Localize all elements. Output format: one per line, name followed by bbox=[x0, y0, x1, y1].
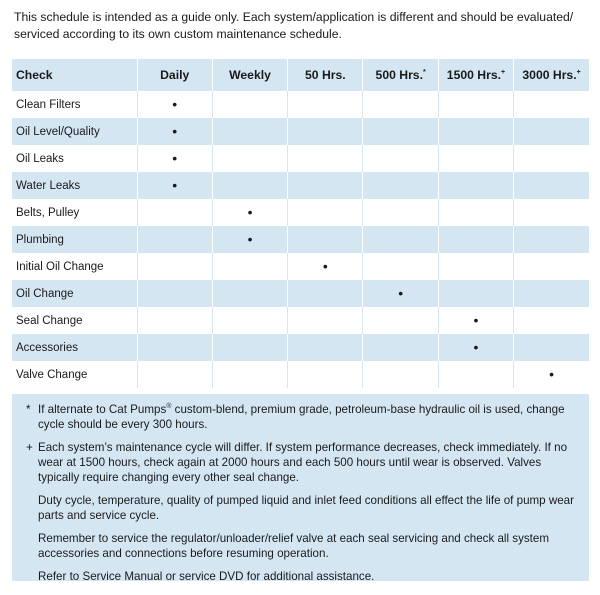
header-3000-label: 3000 Hrs. bbox=[522, 68, 577, 82]
bullet-mark: • bbox=[473, 339, 479, 355]
cell-50 bbox=[288, 226, 363, 253]
cell-3000 bbox=[514, 361, 589, 388]
cell-500 bbox=[363, 253, 438, 280]
bullet-mark: • bbox=[322, 258, 328, 274]
intro-line-2: serviced according to its own custom maintenance schedule. bbox=[14, 27, 342, 41]
cell-500 bbox=[363, 91, 438, 118]
footnote-asterisk-mark: * bbox=[26, 403, 31, 416]
footnote-asterisk-text-b: custom-blend, premium grade, petroleum-base hydraulic oil is used, change cycle should be every 300 hours. bbox=[38, 403, 565, 431]
cell-50 bbox=[288, 334, 363, 361]
cell-3000 bbox=[514, 199, 589, 226]
table-row bbox=[12, 91, 589, 118]
cell-3000 bbox=[514, 253, 589, 280]
cell-1500 bbox=[438, 361, 513, 388]
cell-daily bbox=[137, 226, 212, 253]
cell-500 bbox=[363, 361, 438, 388]
cell-50 bbox=[288, 91, 363, 118]
cell-weekly bbox=[212, 91, 287, 118]
table-row bbox=[12, 118, 589, 145]
row-label: Clean Filters bbox=[16, 98, 81, 111]
footnote-plus bbox=[20, 440, 575, 485]
cell-weekly bbox=[212, 280, 287, 307]
cell-1500 bbox=[438, 226, 513, 253]
cell-1500 bbox=[438, 280, 513, 307]
bullet-mark: • bbox=[172, 177, 178, 193]
cell-3000 bbox=[514, 172, 589, 199]
row-label: Belts, Pulley bbox=[16, 206, 80, 219]
cell-500 bbox=[363, 334, 438, 361]
cell-daily bbox=[137, 172, 212, 199]
footnote-asterisk-text bbox=[38, 402, 575, 432]
note-service-manual: Refer to Service Manual or service DVD for additional assistance. bbox=[38, 570, 375, 583]
cell-1500 bbox=[438, 118, 513, 145]
cell-500 bbox=[363, 172, 438, 199]
table-row bbox=[12, 307, 589, 334]
footnote-plus-mark: + bbox=[26, 441, 33, 454]
header-daily: Daily bbox=[137, 59, 212, 91]
cell-3000 bbox=[514, 91, 589, 118]
row-label: Oil Leaks bbox=[16, 152, 64, 165]
cell-3000 bbox=[514, 145, 589, 172]
cell-3000 bbox=[514, 307, 589, 334]
cell-weekly bbox=[212, 118, 287, 145]
cell-50 bbox=[288, 118, 363, 145]
cell-daily bbox=[137, 118, 212, 145]
note-duty-cycle: Duty cycle, temperature, quality of pumped liquid and inlet feed conditions all effect the life of pump wear parts and service cycle. bbox=[38, 494, 574, 522]
header-3000-mark: + bbox=[576, 68, 581, 76]
header-3000-hrs bbox=[514, 59, 589, 91]
footnote-asterisk-text-a: If alternate to Cat Pumps bbox=[38, 403, 167, 416]
cell-weekly bbox=[212, 361, 287, 388]
bullet-mark: • bbox=[247, 204, 253, 220]
table-row bbox=[12, 334, 589, 361]
cell-50 bbox=[288, 280, 363, 307]
cell-500 bbox=[363, 145, 438, 172]
maintenance-schedule-table bbox=[12, 59, 589, 388]
cell-1500 bbox=[438, 172, 513, 199]
note-regulator: Remember to service the regulator/unloader/relief valve at each seal servicing and check all system accessories and connections before resuming operation. bbox=[38, 532, 550, 560]
row-label: Oil Level/Quality bbox=[12, 118, 137, 145]
cell-50 bbox=[288, 253, 363, 280]
table-row bbox=[12, 145, 589, 172]
cell-50 bbox=[288, 361, 363, 388]
bullet-mark: • bbox=[172, 123, 178, 139]
cell-weekly bbox=[212, 334, 287, 361]
cell-50 bbox=[288, 199, 363, 226]
bullet-mark: • bbox=[172, 96, 178, 112]
table-row bbox=[12, 199, 589, 226]
header-50-hrs: 50 Hrs. bbox=[288, 59, 363, 91]
table-row bbox=[12, 280, 589, 307]
cell-daily bbox=[137, 91, 212, 118]
cell-weekly bbox=[212, 226, 287, 253]
cell-weekly bbox=[212, 253, 287, 280]
cell-1500 bbox=[438, 199, 513, 226]
bullet-mark: • bbox=[398, 285, 404, 301]
row-label: Accessories bbox=[12, 334, 137, 361]
cell-3000 bbox=[514, 334, 589, 361]
footnote-asterisk bbox=[20, 402, 575, 432]
cell-500 bbox=[363, 118, 438, 145]
cell-daily bbox=[137, 199, 212, 226]
cell-500 bbox=[363, 226, 438, 253]
footnotes-panel bbox=[12, 394, 589, 581]
intro-line-1: This schedule is intended as a guide only. Each system/application is different and should be evaluated/ bbox=[14, 10, 574, 24]
header-row bbox=[12, 59, 589, 91]
row-label: Plumbing bbox=[12, 226, 137, 253]
header-1500-hrs bbox=[438, 59, 513, 91]
header-weekly: Weekly bbox=[212, 59, 287, 91]
row-label: Initial Oil Change bbox=[16, 260, 104, 273]
header-500-hrs bbox=[363, 59, 438, 91]
footnote-plus-text: Each system’s maintenance cycle will differ. If system performance decreases, check immediately. If no wear at 1500 hours, check again at 2000 hours and each 500 hours until wear is observed. Valves typically require changing every other seal change. bbox=[38, 441, 568, 484]
cell-daily bbox=[137, 307, 212, 334]
cell-500 bbox=[363, 280, 438, 307]
cell-50 bbox=[288, 307, 363, 334]
header-500-mark: * bbox=[422, 68, 426, 76]
table-row bbox=[12, 361, 589, 388]
cell-weekly bbox=[212, 307, 287, 334]
bullet-mark: • bbox=[473, 312, 479, 328]
cell-weekly bbox=[212, 145, 287, 172]
registered-mark: ® bbox=[166, 403, 172, 411]
header-500-label: 500 Hrs. bbox=[375, 68, 423, 82]
row-label: Water Leaks bbox=[12, 172, 137, 199]
cell-daily bbox=[137, 361, 212, 388]
cell-weekly bbox=[212, 172, 287, 199]
intro-text bbox=[14, 9, 589, 43]
cell-1500 bbox=[438, 334, 513, 361]
cell-1500 bbox=[438, 91, 513, 118]
header-check: Check bbox=[12, 59, 137, 91]
header-1500-label: 1500 Hrs. bbox=[446, 68, 502, 82]
row-label: Oil Change bbox=[12, 280, 137, 307]
cell-weekly bbox=[212, 199, 287, 226]
cell-3000 bbox=[514, 280, 589, 307]
bullet-mark: • bbox=[172, 150, 178, 166]
cell-daily bbox=[137, 280, 212, 307]
row-label: Valve Change bbox=[16, 368, 88, 381]
bullet-mark: • bbox=[549, 366, 554, 382]
row-label: Seal Change bbox=[16, 314, 83, 327]
cell-50 bbox=[288, 172, 363, 199]
cell-daily bbox=[137, 253, 212, 280]
cell-daily bbox=[137, 334, 212, 361]
cell-500 bbox=[363, 307, 438, 334]
table-row bbox=[12, 172, 589, 199]
bullet-mark: • bbox=[247, 231, 253, 247]
cell-1500 bbox=[438, 145, 513, 172]
cell-1500 bbox=[438, 253, 513, 280]
header-1500-mark: + bbox=[501, 68, 506, 76]
cell-3000 bbox=[514, 118, 589, 145]
cell-daily bbox=[137, 145, 212, 172]
cell-1500 bbox=[438, 307, 513, 334]
cell-3000 bbox=[514, 226, 589, 253]
table-row bbox=[12, 226, 589, 253]
table-row bbox=[12, 253, 589, 280]
cell-50 bbox=[288, 145, 363, 172]
cell-500 bbox=[363, 199, 438, 226]
